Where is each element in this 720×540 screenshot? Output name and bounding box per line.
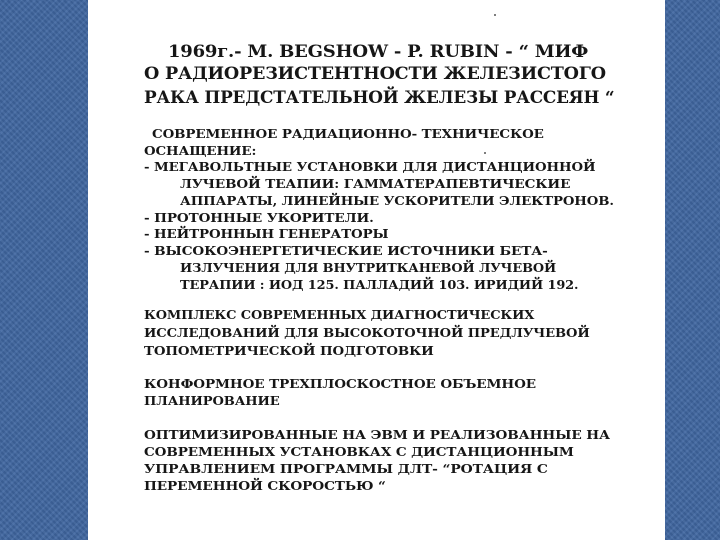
title-line-3: РАКА ПРЕДСТАТЕЛЬНОЙ ЖЕЛЕЗЫ РАССЕЯН “ (144, 88, 615, 108)
equipment-item-line-6: - ВЫСОКОЭНЕРГЕТИЧЕСКИЕ ИСТОЧНИКИ БЕТА- (144, 243, 548, 258)
title-line-1: 1969г.- M. BEGSHOW - P. RUBIN - “ МИФ (168, 42, 589, 62)
equipment-item-line-7: ИЗЛУЧЕНИЯ ДЛЯ ВНУТРИТКАНЕВОЙ ЛУЧЕВОЙ (180, 260, 557, 275)
planning-line-2: ПЛАНИРОВАНИЕ (144, 393, 280, 408)
equipment-item-line-2: ЛУЧЕВОЙ ТЕАПИИ: ГАММАТЕРАПЕВТИЧЕСКИЕ (180, 176, 571, 191)
diagnostics-line-1: КОМПЛЕКС СОВРЕМЕННЫХ ДИАГНОСТИЧЕСКИХ (144, 307, 535, 322)
equipment-item-line-3: АППАРАТЫ, ЛИНЕЙНЫЕ УСКОРИТЕЛИ ЭЛЕКТРОНОВ. (180, 193, 614, 208)
optimized-line-1: ОПТИМИЗИРОВАННЫЕ НА ЭВМ И РЕАЛИЗОВАННЫЕ НА (144, 427, 610, 442)
planning-line-1: КОНФОРМНОЕ ТРЕХПЛОСКОСТНОЕ ОБЪЕМНОЕ (144, 376, 536, 391)
optimized-line-2: СОВРЕМЕННЫХ УСТАНОВКАХ С ДИСТАНЦИОННЫМ (144, 444, 574, 459)
equipment-item-line-1: - МЕГАВОЛЬТНЫЕ УСТАНОВКИ ДЛЯ ДИСТАНЦИОННОЙ (144, 159, 596, 174)
equipment-heading-line-2: ОСНАЩЕНИЕ: (144, 143, 257, 158)
diagnostics-line-2: ИССЛЕДОВАНИЙ ДЛЯ ВЫСОКОТОЧНОЙ ПРЕДЛУЧЕВОЙ (144, 325, 590, 340)
scan-speck (484, 152, 486, 154)
equipment-item-line-4: - ПРОТОННЫЕ УКОРИТЕЛИ. (144, 210, 374, 225)
title-line-2: О РАДИОРЕЗИСТЕНТНОСТИ ЖЕЛЕЗИСТОГО (144, 64, 606, 84)
equipment-item-line-5: - НЕЙТРОННЫН ГЕНЕРАТОРЫ (144, 226, 389, 241)
equipment-item-line-8: ТЕРАПИИ : ИОД 125. ПАЛЛАДИЙ 103. ИРИДИЙ 192. (180, 277, 579, 292)
equipment-heading-line-1: СОВРЕМЕННОЕ РАДИАЦИОННО- ТЕХНИЧЕСКОЕ (152, 126, 544, 141)
optimized-line-3: УПРАВЛЕНИЕМ ПРОГРАММЫ ДЛТ- “РОТАЦИЯ С (144, 461, 548, 476)
diagnostics-line-3: ТОПОМЕТРИЧЕСКОЙ ПОДГОТОВКИ (144, 343, 434, 358)
optimized-line-4: ПЕРЕМЕННОЙ СКОРОСТЬЮ “ (144, 478, 386, 493)
scan-speck (494, 14, 496, 16)
document-page (88, 0, 665, 540)
